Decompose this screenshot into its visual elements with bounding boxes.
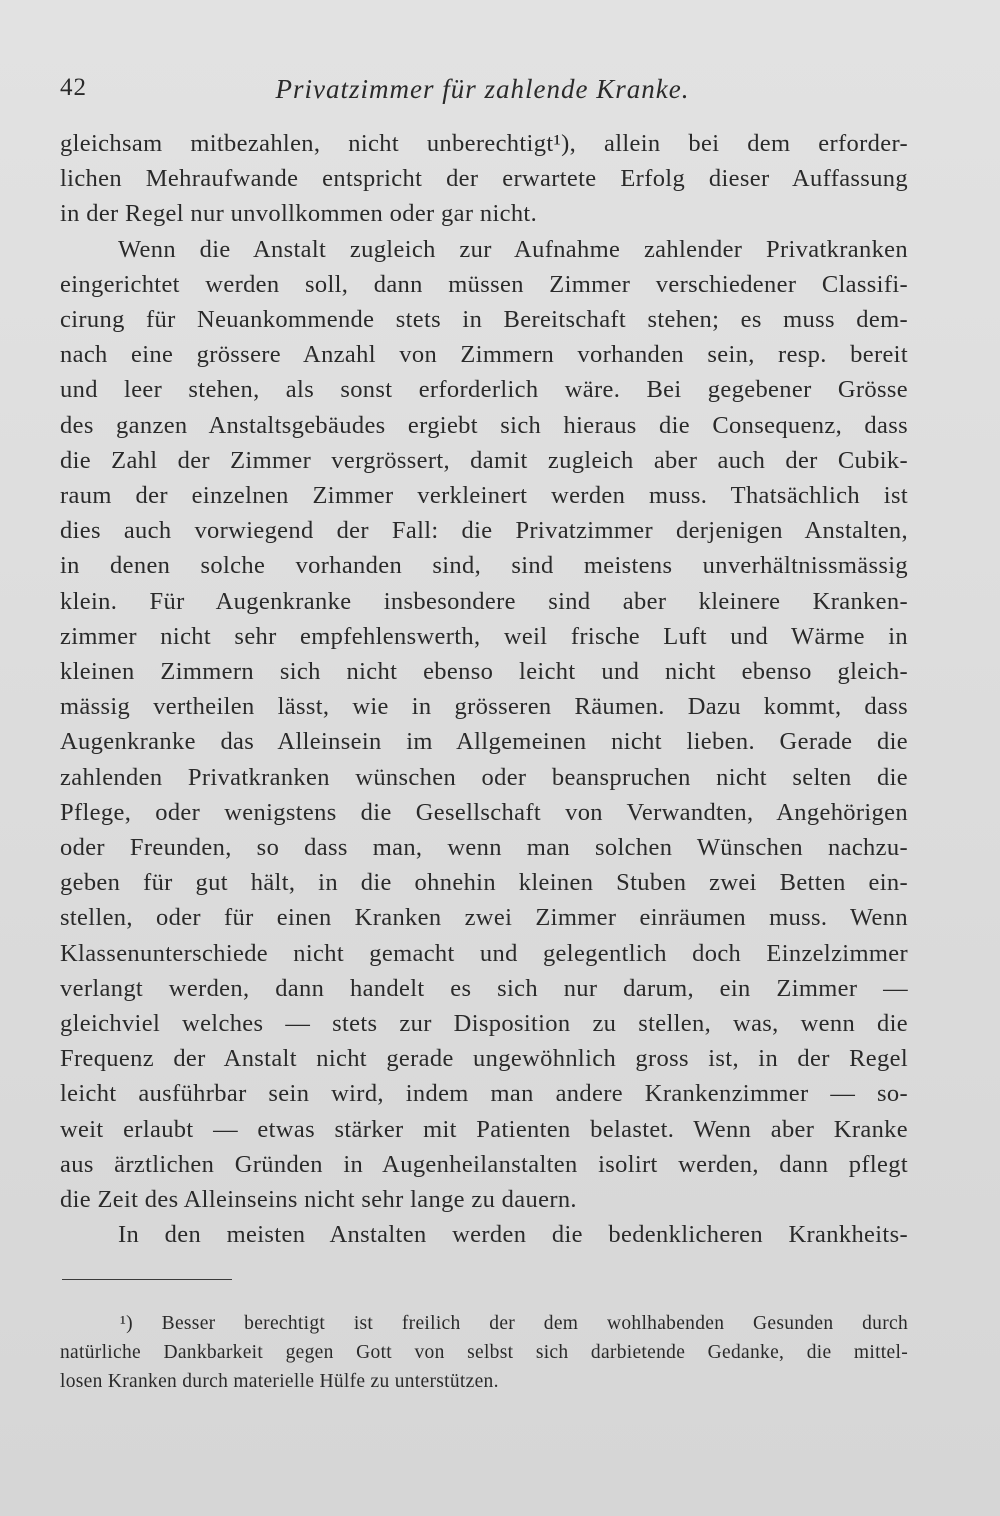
text-line: Augenkranke das Alleinsein im Allgemeinen nicht lieben. Gerade die [60, 728, 908, 756]
text-line: In den meisten Anstalten werden die bedenklicheren Krankheits- [118, 1221, 908, 1249]
text-line: eingerichtet werden soll, dann müssen Zimmer verschiedener Classifi- [60, 270, 908, 298]
text-line: Wenn die Anstalt zugleich zur Aufnahme zahlender Privatkranken [118, 235, 908, 263]
text-line: die Zeit des Alleinseins nicht sehr lange zu dauern. [60, 1186, 577, 1214]
text-line: in der Regel nur unvollkommen oder gar nicht. [60, 200, 538, 228]
text-line: lichen Mehraufwande entspricht der erwartete Erfolg dieser Auffassung [60, 165, 908, 193]
text-line: raum der einzelnen Zimmer verkleinert werden muss. Thatsächlich ist [60, 482, 908, 510]
page-header [60, 74, 905, 110]
text-line: in denen solche vorhanden sind, sind meistens unverhältnissmässig [60, 552, 908, 580]
text-line: klein. Für Augenkranke insbesondere sind aber kleinere Kranken- [60, 587, 908, 615]
text-line: Frequenz der Anstalt nicht gerade ungewöhnlich gross ist, in der Regel [60, 1045, 908, 1073]
text-line: aus ärztlichen Gründen in Augenheilanstalten isolirt werden, dann pflegt [60, 1150, 908, 1178]
text-line: gleichviel welches — stets zur Disposition zu stellen, was, wenn die [60, 1010, 908, 1038]
text-line: die Zahl der Zimmer vergrössert, damit zugleich aber auch der Cubik- [60, 446, 908, 474]
text-line: leicht ausführbar sein wird, indem man andere Krankenzimmer — so- [60, 1080, 908, 1108]
text-line: zimmer nicht sehr empfehlenswerth, weil frische Luft und Wärme in [60, 622, 908, 650]
text-line: oder Freunden, so dass man, wenn man solchen Wünschen nachzu- [60, 834, 908, 862]
text-line: und leer stehen, als sonst erforderlich wäre. Bei gegebener Grösse [60, 376, 908, 404]
text-line: weit erlaubt — etwas stärker mit Patienten belastet. Wenn aber Kranke [60, 1115, 908, 1143]
footnote-line: natürliche Dankbarkeit gegen Gott von selbst sich darbietende Gedanke, die mittel- [60, 1342, 908, 1363]
running-title: Privatzimmer für zahlende Kranke. [275, 74, 690, 104]
text-line: mässig vertheilen lässt, wie in grösseren Räumen. Dazu kommt, dass [60, 693, 908, 721]
text-line: des ganzen Anstaltsgebäudes ergiebt sich hieraus die Consequenz, dass [60, 411, 908, 439]
text-line: cirung für Neuankommende stets in Bereitschaft stehen; es muss dem- [60, 306, 908, 334]
text-line: Pflege, oder wenigstens die Gesellschaft von Verwandten, Angehörigen [60, 798, 908, 826]
text-line: kleinen Zimmern sich nicht ebenso leicht und nicht ebenso gleich- [60, 658, 908, 686]
page-number: 42 [60, 74, 87, 101]
footnote-line: ¹) Besser berechtigt ist freilich der dem wohlhabenden Gesunden durch [120, 1313, 908, 1334]
text-line: dies auch vorwiegend der Fall: die Privatzimmer derjenigen Anstalten, [60, 517, 908, 545]
text-line: geben für gut hält, in die ohnehin kleinen Stuben zwei Betten ein- [60, 869, 908, 897]
text-line: nach eine grössere Anzahl von Zimmern vorhanden sein, resp. bereit [60, 341, 908, 369]
body-text [60, 126, 908, 1253]
text-line: stellen, oder für einen Kranken zwei Zimmer einräumen muss. Wenn [60, 904, 908, 932]
text-line: verlangt werden, dann handelt es sich nur darum, ein Zimmer — [60, 974, 908, 1002]
text-line: gleichsam mitbezahlen, nicht unberechtigt¹), allein bei dem erforder- [60, 130, 908, 157]
footnote-divider [62, 1279, 232, 1280]
text-line: zahlenden Privatkranken wünschen oder beanspruchen nicht selten die [60, 763, 908, 791]
footnotes [60, 1309, 908, 1396]
footnote-line: losen Kranken durch materielle Hülfe zu unterstützen. [60, 1371, 499, 1392]
text-line: Klassenunterschiede nicht gemacht und gelegentlich doch Einzelzimmer [60, 939, 908, 967]
